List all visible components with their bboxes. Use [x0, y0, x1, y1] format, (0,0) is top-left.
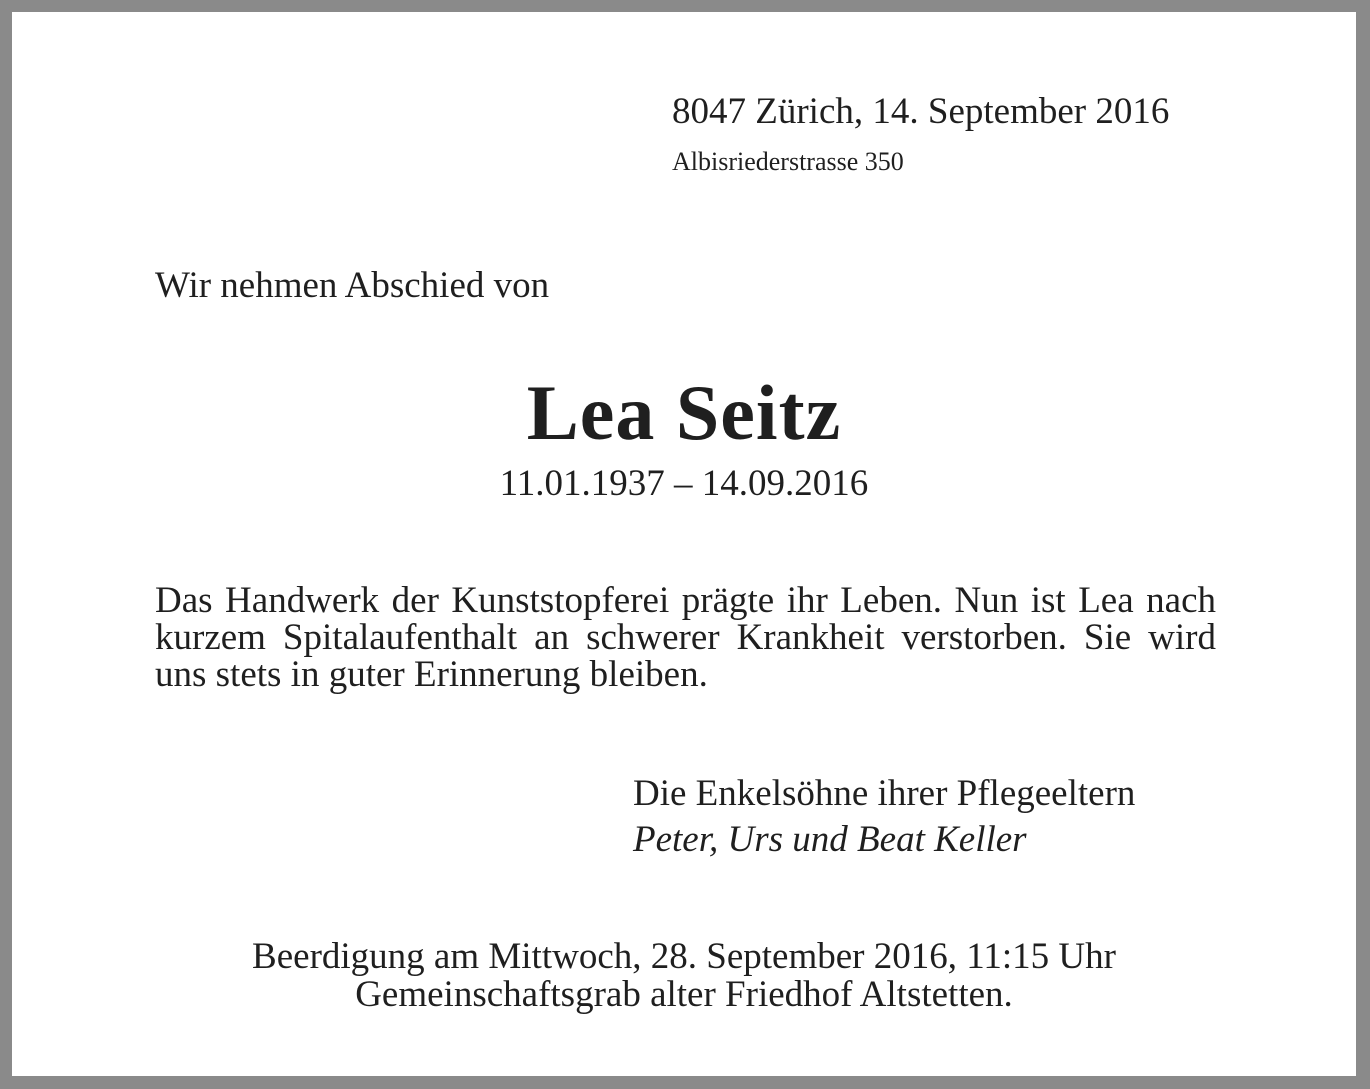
signature-names: Peter, Urs und Beat Keller: [633, 819, 1027, 860]
place-date: 8047 Zürich, 14. September 2016: [672, 91, 1170, 132]
obituary-page: [12, 12, 1356, 1076]
address: Albisriederstrasse 350: [672, 147, 904, 176]
funeral-location: Gemeinschaftsgrab alter Friedhof Altstetten.: [355, 974, 1013, 1015]
life-dates: 11.01.1937 – 14.09.2016: [499, 463, 869, 504]
signature-label: Die Enkelsöhne ihrer Pflegeeltern: [633, 773, 1136, 814]
funeral-date-time: Beerdigung am Mittwoch, 28. September 2016, 11:15 Uhr: [252, 936, 1116, 977]
deceased-name: Lea Seitz: [526, 369, 842, 456]
obituary-body: Das Handwerk der Kunststopferei prägte ihr Leben. Nun ist Lea nach kurzem Spitalaufenthalt an schwerer Krankheit verstorben. Sie wird uns stets in guter Erinnerung bleiben.: [155, 580, 1216, 695]
funeral-info: [12, 938, 1356, 1014]
intro-text: Wir nehmen Abschied von: [155, 265, 550, 306]
